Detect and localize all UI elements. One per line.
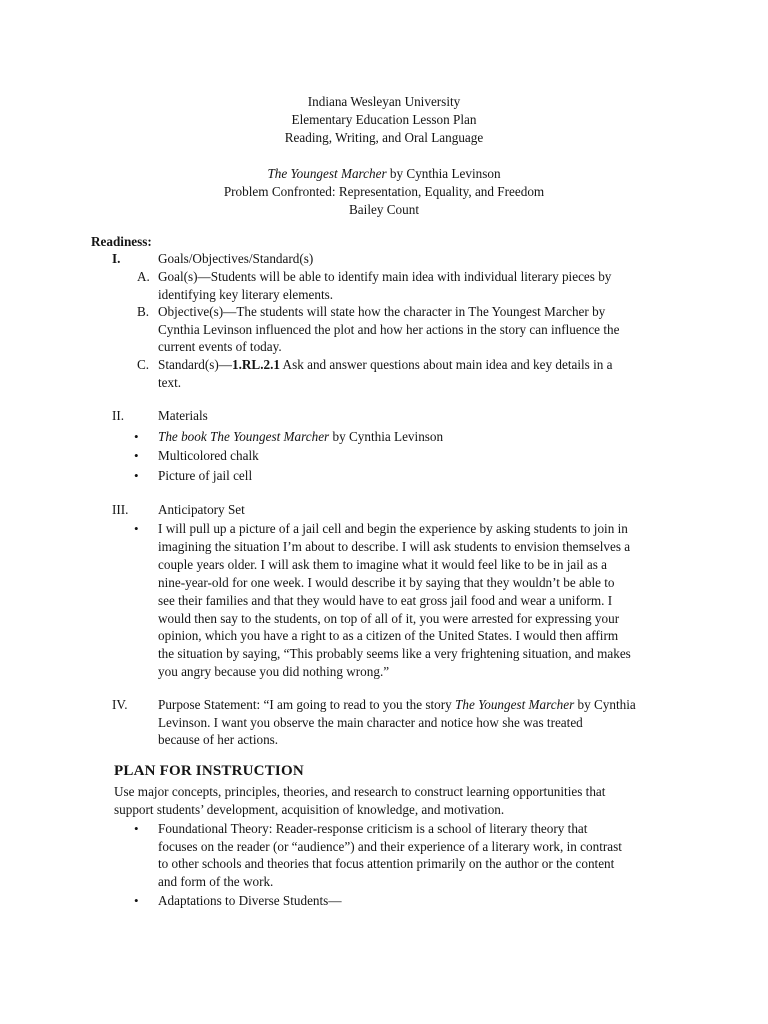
plan-intro-line: support students’ development, acquisition of knowledge, and motivation.: [114, 801, 505, 817]
document-header: [0, 93, 768, 219]
material-book-title: The book The Youngest Marcher: [158, 429, 330, 444]
purpose-statement: [158, 696, 688, 749]
university-name: Indiana Wesleyan University: [307, 94, 461, 109]
readiness-heading: Readiness:: [91, 234, 152, 249]
author-name: Bailey Count: [349, 202, 419, 217]
book-line: [0, 165, 768, 183]
item-b-line: Objective(s)—The students will state how the character in The Youngest Marcher by: [158, 304, 606, 319]
bullet-icon: •: [134, 821, 139, 836]
bullet-icon: •: [134, 893, 139, 908]
bullet-icon: •: [134, 429, 139, 444]
anticipatory-paragraph: [158, 520, 688, 681]
item-b-line: current events of today.: [158, 339, 282, 355]
theory-line: to other schools and theories that focus attention primarily on the author or the content: [158, 856, 615, 872]
item-a-text: [158, 268, 688, 303]
plan-intro: [114, 783, 674, 818]
paragraph-line: would then say to the students, on top of all of it, you were arrested for expressing your: [158, 610, 620, 626]
purpose-line: because of her actions.: [158, 732, 279, 748]
book-author: by Cynthia Levinson: [386, 166, 501, 181]
paragraph-line: couple years older. I will ask them to imagine what it would feel like to be in jail as a: [158, 556, 607, 572]
theory-line: focuses on the reader (or “audience”) and their experience of a literary work, in contrast: [158, 838, 622, 854]
item-a-line: Goal(s)—Students will be able to identify main idea with individual literary pieces by: [158, 269, 612, 284]
paragraph-line: I will pull up a picture of a jail cell and begin the experience by asking students to join in: [158, 521, 628, 536]
book-title: The Youngest Marcher: [267, 166, 387, 181]
adaptations-item: Adaptations to Diverse Students—: [158, 893, 342, 908]
plan-intro-line: Use major concepts, principles, theories, and research to construct learning opportunities that: [114, 784, 606, 799]
subject-line: Reading, Writing, and Oral Language: [284, 130, 484, 145]
standard-code: 1.RL.2.1: [231, 357, 280, 372]
item-b-line: Cynthia Levinson influenced the plot and how her actions in the story can influence the: [158, 321, 620, 337]
purpose-line: [158, 696, 688, 714]
purpose-book-title: The Youngest Marcher: [455, 697, 575, 712]
purpose-suffix: by Cynthia: [574, 697, 636, 712]
plan-type: Elementary Education Lesson Plan: [291, 112, 477, 127]
material-item: [158, 428, 688, 446]
section-3-numeral: III.: [112, 502, 129, 517]
item-b-text: [158, 303, 688, 356]
paragraph-line: nine-year-old for one week. I would describe it by saying that they wouldn’t be able to: [158, 574, 615, 590]
standard-text: Ask and answer questions about main idea and key details in a: [279, 357, 613, 372]
theory-line: Foundational Theory: Reader-response criticism is a school of literary theory that: [158, 821, 588, 836]
material-book-author: by Cynthia Levinson: [329, 429, 444, 444]
plan-heading: PLAN FOR INSTRUCTION: [114, 763, 304, 779]
section-3-title: Anticipatory Set: [158, 502, 245, 517]
bullet-icon: •: [134, 468, 139, 483]
section-2-numeral: II.: [112, 408, 125, 423]
item-c-line: [158, 356, 688, 374]
material-item: Multicolored chalk: [158, 448, 259, 463]
bullet-icon: •: [134, 521, 139, 536]
section-4-numeral: IV.: [112, 697, 128, 712]
item-c-text: [158, 356, 688, 391]
theory-line: and form of the work.: [158, 873, 274, 889]
item-b-letter: B.: [137, 304, 150, 319]
paragraph-line: see their families and that they would have to eat gross jail food and wear a uniform. I: [158, 592, 613, 608]
item-a-line: identifying key literary elements.: [158, 286, 334, 302]
paragraph-line: the situation by saying, “This probably seems like a very frightening situation, and makes: [158, 646, 631, 662]
material-item: Picture of jail cell: [158, 468, 253, 483]
item-a-letter: A.: [137, 269, 150, 284]
foundational-theory: [158, 820, 688, 890]
paragraph-line: imagining the situation I’m about to describe. I will ask students to envision themselves a: [158, 538, 631, 554]
bullet-icon: •: [134, 448, 139, 463]
section-2-title: Materials: [158, 408, 208, 423]
problem-line: Problem Confronted: Representation, Equality, and Freedom: [223, 184, 545, 199]
section-1-title: Goals/Objectives/Standard(s): [158, 251, 314, 266]
purpose-prefix: Purpose Statement: “I am going to read to you the story: [158, 697, 456, 712]
paragraph-line: you angry because you did nothing wrong.”: [158, 664, 390, 680]
paragraph-line: opinion, which you have a right to as a citizen of the United States. I would then affirm: [158, 628, 619, 644]
purpose-line: Levinson. I want you observe the main character and notice how she was treated: [158, 714, 583, 730]
section-1-numeral: I.: [112, 251, 121, 266]
item-c-line: text.: [158, 374, 182, 390]
item-c-letter: C.: [137, 357, 150, 372]
standard-prefix: Standard(s)—: [158, 357, 232, 372]
